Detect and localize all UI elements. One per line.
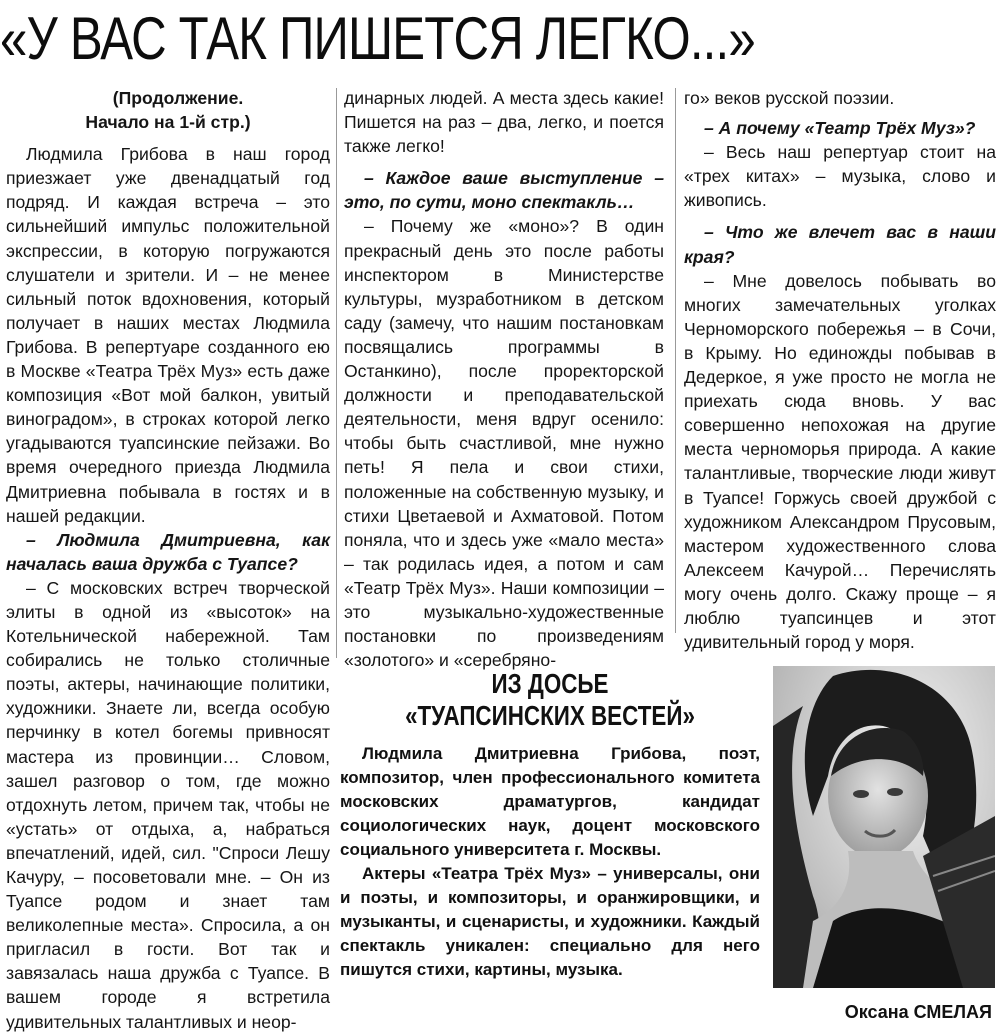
dossier-title-line-2: «ТУАПСИНСКИХ ВЕСТЕЙ»: [405, 700, 695, 731]
article-paragraph: Людмила Грибова в наш город приезжает уже двенадцатый год подряд. И каждая встреча – это сильнейший импульс положительной экспрессии, в которую погружаются слушатели и зрители. И – не менее сильный поток вдохновения, который получает в наших местах Людмила Грибова. В репертуаре созданного ею в Москве «Театра Трёх Муз» есть даже композиция «Вот мой балкон, увитый виноградом», в строках которой легко угадываются туапсинские пейзажи. Во время очередного приезда Людмила Дмитриевна побывала в гостях и в нашей редакции.: [6, 144, 330, 526]
article-paragraph: – Мне довелось побывать во многих замечательных уголках Черноморского побережья – в Сочи, в Крыму. Но единожды побывав в Дедеркое, я уже просто не могла не приехать сюда вновь. У вас совершенно непохожая на другие места черноморья природа. А какие талантливые, творческие люди живут в Туапсе! Горжусь своей дружбой с художником Александром Прусовым, мастером художественного слова Алексеем Качурой… Перечислять могу очень долго. Скажу проще – я люблю туапсинцев и этот удивительный город у моря.: [684, 270, 996, 653]
continuation-line-2: Начало на 1-й стр.): [85, 112, 251, 133]
headline: «У ВАС ТАК ПИШЕТСЯ ЛЕГКО...»: [0, 5, 755, 72]
dossier-paragraph: Людмила Дмитриевна Грибова, поэт, композитор, член профессионального комитета московских драматургов, кандидат социологических наук, доцент московского социального университета г. Москвы.: [340, 744, 760, 859]
column-rule: [336, 88, 337, 658]
dossier-title: [382, 668, 718, 732]
dossier-box: [340, 668, 760, 982]
article-paragraph: – Почему же «моно»? В один прекрасный день это после работы инспектором в Министерстве культуры, музработником в детском саду (замечу, что нашим постановкам посвящались программы в Останкино), после проректорской должности и преподавательской деятельности, меня вдруг осенило: чтобы быть счастливой, мне нужно петь! Я пела и свои стихи, положенные на собственную музыку, и стихи Цветаевой и Ахматовой. Потом поняла, что и здесь уже «мало места» – так родилась идея, а потом и сам «Театр Трёх Муз». Наши композиции – это музыкально-художественные постановки по произведениям «золотого» и «серебряно-: [344, 216, 664, 671]
article-paragraph: – С московских встреч творческой элиты в одной из «высоток» на Котельнической набережной. Там собирались не только столичные поэты, актеры, начинающие политики, художники. Знаете ли, всегда особую перчинку в котел богемы привносят мастера из провинции… Словом, зашел разговор о том, где можно отдохнуть летом, причем так, чтобы не «устать» от отдыха, а, набраться впечатлений, идей, сил. "Спроси Лешу Качуру, – посоветовали мне. – Он из Туапсе родом и знает там великолепные места». Спросила, а он пригласил в гости. Вот так и завязалась наша дружба с Туапсе. В вашем городе я встретила удивительных талантливых и неор-: [6, 577, 330, 1032]
continuation-line-1: (Продолжение.: [112, 88, 244, 108]
portrait-photo: [773, 666, 995, 988]
dossier-title-line-1: ИЗ ДОСЬЕ: [491, 668, 609, 699]
article-paragraph: го» веков русской поэзии.: [684, 88, 895, 108]
article-column-2: [344, 86, 664, 672]
article-paragraph: динарных людей. А места здесь какие! Пишется на раз – два, легко, и поется также легко!: [344, 88, 664, 157]
dossier-paragraph: Актеры «Театра Трёх Муз» – универсалы, они и поэты, и композиторы, и оранжировщики, и музыканты, и сценаристы, и художники. Каждый спектакль уникален: специально для него пишутся стихи, картины, музыка.: [340, 864, 760, 979]
author-byline: Оксана СМЕЛАЯ: [844, 1002, 992, 1022]
article-column-3: [684, 86, 996, 654]
column-rule: [675, 88, 676, 633]
interview-question: – Каждое ваше выступление – это, по сути, моно спектакль…: [344, 168, 664, 213]
interview-question: – А почему «Театр Трёх Муз»?: [704, 118, 976, 139]
interview-question: – Что же влечет вас в наши края?: [684, 222, 996, 267]
article-paragraph: – Весь наш репертуар стоит на «трех китах» – музыка, слово и живопись.: [684, 142, 996, 211]
dossier-body: [340, 742, 760, 982]
interview-question: – Людмила Дмитриевна, как началась ваша дружба с Туапсе?: [6, 529, 330, 574]
portrait-illustration: [773, 666, 995, 988]
article-column-1: [6, 86, 330, 1034]
continuation-note: [6, 86, 330, 134]
